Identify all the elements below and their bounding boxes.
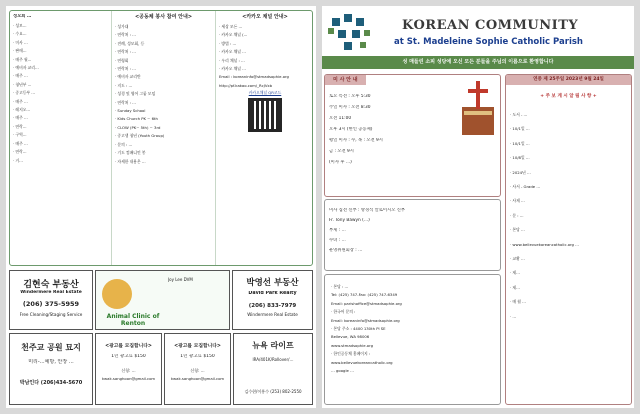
- ad-title: Animal Clinic of Renton: [106, 313, 160, 327]
- group-line: · 매주 …: [13, 73, 28, 79]
- clergy-row: 부제 : …: [329, 228, 346, 233]
- contact-row: Email: parishoffice@stmadsophie.org: [331, 300, 402, 306]
- volunteer-line: · 자세한 내용은 …: [115, 158, 146, 164]
- community-subtitle: at St. Madeleine Sophie Catholic Parish: [394, 37, 583, 47]
- column-title: 성모회 …: [13, 14, 32, 19]
- news-item: · 매 월 …: [510, 299, 526, 305]
- mass-time-row: 오전 11:00: [329, 116, 352, 121]
- contact-row: … google …: [331, 368, 354, 374]
- ad-title: <광고를 모집합니다>: [174, 344, 221, 349]
- group-line: · 레지오…: [13, 107, 31, 113]
- community-title: KOREAN COMMUNITY: [402, 18, 579, 33]
- contact-row: · 한인공동체 홈페이지 :: [331, 351, 371, 357]
- contact-row: · 본당 : …: [331, 284, 349, 289]
- ad-extra: 신청: …: [190, 368, 205, 373]
- group-line: · 성모…: [13, 23, 27, 28]
- mass-time-row: 금 : 오전 9시: [329, 149, 354, 154]
- news-date-title: 연중 제 25주일 2023년 9월 24일: [506, 75, 631, 85]
- ad-email: kwak.sanghoon@gmail.com: [170, 376, 225, 381]
- volunteer-line: · 연락처 : …: [115, 66, 136, 72]
- volunteer-line: · CLOW (PK~ 5th) ~ 3rd: [115, 124, 161, 130]
- ad-recruit-2[interactable]: [164, 333, 231, 405]
- volunteer-line: · Sunday School: [115, 108, 146, 114]
- volunteer-line: · 문의 : …: [115, 141, 133, 147]
- ad-phone: 김수현/이흥수 (253) 802-2550: [244, 389, 302, 394]
- volunteer-line: · 예비자 교리반: [115, 74, 141, 80]
- column-title: <카카오 채널 안내>: [242, 14, 288, 20]
- ad-title: 김현숙 부동산: [23, 280, 79, 290]
- group-line: · 구역…: [13, 132, 27, 138]
- news-item: · 제…: [510, 270, 520, 276]
- clergy-row: Fr. Tony Bawyn (…): [329, 218, 370, 223]
- news-item: · 2024년 …: [510, 169, 531, 175]
- mass-time-row: 오후 3시 (한인 공동체): [329, 127, 373, 132]
- kakao-line: · 우리 채널 : …: [219, 57, 245, 63]
- news-item: · 10/1일 …: [510, 140, 530, 146]
- group-line: · 매주 …: [13, 98, 28, 104]
- announcements-box: [9, 10, 313, 266]
- ad-recruit-1[interactable]: [95, 333, 162, 405]
- group-line: · 연락…: [13, 149, 27, 155]
- group-line: · 판매…: [13, 48, 27, 54]
- contact-row: Tel: (425) 747-Fax: (425) 747-6349: [331, 292, 398, 298]
- news-item: · 10/1일 …: [510, 126, 530, 132]
- ad-subtitle: IRA/401K/Rollover/…: [252, 357, 294, 362]
- qr-code: [248, 98, 282, 132]
- volunteer-line: · 지도 : …: [115, 82, 133, 88]
- clergy-box: [324, 199, 501, 271]
- ad-extra: 신청: …: [121, 368, 136, 373]
- contact-row: · 본당 주소 : 4400 130th Pl SE: [331, 326, 386, 332]
- ad-subtitle: 미리-…예방, 안장 …: [28, 359, 74, 365]
- news-box: [505, 74, 632, 405]
- volunteer-line: · 성경 및 영어 그룹 모임: [115, 91, 156, 97]
- news-item: · 교황 …: [510, 256, 525, 262]
- ad-subtitle: Windermere Real Estate: [20, 290, 82, 295]
- ad-subtitle: 1년 광고료 $150: [111, 354, 146, 359]
- ad-title: <광고를 모집합니다>: [105, 344, 152, 349]
- right-page: [322, 6, 634, 408]
- news-item: · 도서 - …: [510, 112, 528, 117]
- volunteer-line: · 성가대: [115, 24, 129, 29]
- news-item: · 제…: [510, 284, 520, 290]
- mass-time-row: 평일 미사 : 수, 목 : 오전 9시: [329, 138, 383, 143]
- news-item: · 본당 …: [510, 227, 525, 233]
- volunteer-line: · 연락처 : …: [115, 99, 136, 105]
- contact-box: [324, 274, 501, 405]
- volunteer-line: · 전례, 성모회, 등: [115, 40, 145, 46]
- volunteer-column: [112, 11, 216, 265]
- volunteer-line: · Kids Church PK ~ 6th: [115, 116, 158, 122]
- mass-schedule-box: [324, 74, 501, 197]
- news-item: · www.bellevuekoreancatholic.org …: [510, 241, 579, 247]
- group-line: · 거…: [13, 157, 23, 163]
- group-line: · 매주 …: [13, 140, 28, 146]
- kakao-line: · 카카오 채널 (…: [219, 32, 248, 38]
- volunteer-line: · 연락처 : …: [115, 49, 136, 55]
- left-page: [6, 6, 316, 408]
- group-line: · 매주 …: [13, 115, 28, 121]
- volunteer-line: · 연령회: [115, 57, 129, 63]
- mass-time-row: 주일 미사 : 오전 8:30: [329, 105, 371, 110]
- ad-animal-clinic[interactable]: [95, 270, 230, 330]
- contact-row: Bellevue, WA 98006: [331, 334, 370, 340]
- news-item: · …: [510, 313, 517, 319]
- group-line: · 매주 월…: [13, 56, 32, 62]
- kakao-line: · 방법 : …: [219, 40, 237, 46]
- altar-illustration: [458, 77, 498, 137]
- ad-cemetery[interactable]: [9, 333, 93, 405]
- group-line: · 미사 …: [13, 39, 28, 45]
- ad-subtitle: Joy Lee DVM: [168, 277, 193, 282]
- ad-new-york-life[interactable]: [233, 333, 313, 405]
- welcome-banner: 성 매들린 소피 성당에 오신 모든 분들을 주님의 이름으로 환영합니다: [322, 56, 634, 69]
- ad-phone: (206) 375-5959: [22, 300, 80, 308]
- contact-row: Email: koreaninfo@stmadsophie.org: [331, 317, 400, 323]
- group-line: · 수요…: [13, 31, 27, 37]
- ad-title: 뉴욕 라이프: [252, 341, 294, 350]
- kakao-line: · 카카오 채널 …: [219, 66, 246, 72]
- news-item: · 사제 …: [510, 198, 525, 204]
- volunteer-line: · 기도 컴패니언 봉: [115, 150, 146, 156]
- news-item: · 문 : …: [510, 212, 524, 218]
- kakao-line: · 세상 모든 …: [219, 24, 243, 29]
- clergy-row: 운영위원회장 : …: [329, 248, 363, 253]
- ad-contact: 박남인다 (206)434-5670: [19, 380, 83, 386]
- ad-extra: Windermere Real Estate: [247, 312, 298, 317]
- ad-title: 천주교 공원 묘지: [21, 343, 81, 352]
- parish-groups-column: [10, 11, 112, 265]
- clergy-row: 수녀 : …: [329, 238, 346, 243]
- group-line: · 청년부 …: [13, 81, 32, 87]
- contact-row: · 한국어 문의 :: [331, 309, 356, 315]
- group-line: · 예비자 교리…: [13, 65, 39, 71]
- qr-label: 카카오채널 QR코드: [248, 90, 282, 96]
- ad-email: kwak.sanghoon@gmail.com: [101, 376, 156, 381]
- clergy-row: 미사 집전 신부 : 방경석 알로이시오 신부: [329, 208, 406, 213]
- kakao-line: · 카카오 채널 …: [219, 49, 246, 55]
- mass-time-row: 토요 특전 : 오후 5:30: [329, 94, 371, 99]
- mass-tab: 미 사 안 내: [325, 75, 366, 85]
- ad-real-estate-kim[interactable]: [9, 270, 93, 330]
- news-item: · 10/8일 …: [510, 155, 530, 161]
- kakao-column: [216, 11, 313, 265]
- column-title: <공동체 봉사 참여 안내>: [134, 14, 193, 20]
- news-item: · 사서 - Grade …: [510, 184, 541, 190]
- kakao-line: http://pf.kakao.com/_RcJVxb: [219, 82, 273, 88]
- ad-subtitle: David Park Realty: [248, 291, 297, 296]
- ad-phone: (206) 833-7979: [248, 303, 297, 309]
- ad-extra: Free Cleaning/Staging Service: [19, 312, 83, 317]
- news-heading: + 주 보 게 시 알 림 사 항 +: [540, 94, 597, 99]
- contact-row: www.stmadsophie.org: [331, 342, 374, 348]
- group-line: · 중고등부 …: [13, 90, 36, 96]
- group-line: · 연락…: [13, 123, 27, 129]
- volunteer-line: · 중고생 청년 (Youth Group): [115, 133, 165, 139]
- kakao-line: Email : koreaninfo@stmadsophie.org: [219, 74, 289, 80]
- pet-logo-icon: [102, 279, 132, 309]
- parish-logo-icon: [326, 10, 374, 54]
- mass-time-row: (미사 후 …): [329, 160, 352, 165]
- ad-subtitle: 1년 광고료 $150: [180, 354, 215, 359]
- ad-title: 박영선 부동산: [246, 278, 299, 288]
- contact-row: www.bellevuekoreancatholic.org: [331, 359, 393, 365]
- ad-real-estate-park[interactable]: [232, 270, 313, 330]
- volunteer-line: · 연락처 : …: [115, 32, 136, 38]
